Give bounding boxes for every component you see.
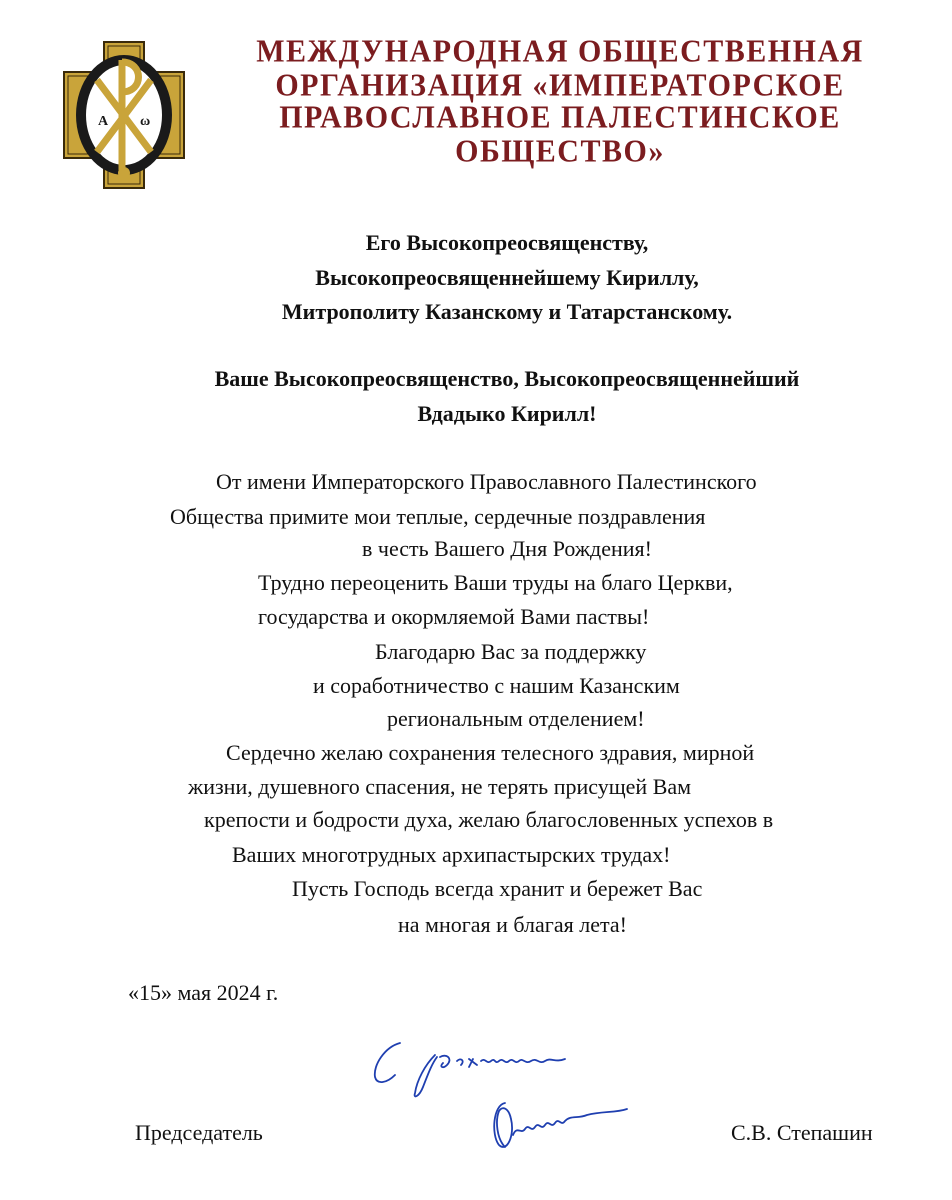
body-line: От имени Императорского Православного Палестинского — [216, 469, 757, 494]
organization-logo — [62, 40, 186, 190]
addressee-line: Митрополиту Казанскому и Татарстанскому. — [281, 299, 733, 324]
body-line: Благодарю Вас за поддержку — [375, 639, 647, 664]
body-line: Трудно переоценить Ваши труды на благо Церкви, — [258, 570, 733, 595]
org-name-line-1: МЕЖДУНАРОДНАЯ ОБЩЕСТВЕННАЯ — [256, 34, 864, 69]
body-line: региональным отделением! — [387, 706, 645, 731]
body-line: Пусть Господь всегда хранит и бережет Вас — [292, 876, 703, 901]
svg-text:Α: Α — [98, 114, 109, 129]
emblem-icon — [62, 40, 186, 190]
body-line: Общества примите мои теплые, сердечные поздравления — [170, 504, 706, 529]
body-line: и соработничество с нашим Казанским — [313, 673, 680, 698]
body-line: Ваших многотрудных архипастырских трудах! — [232, 842, 671, 867]
body-line: государства и окормляемой Вами паствы! — [258, 604, 650, 629]
body-line: Сердечно желаю сохранения телесного здравия, мирной — [226, 740, 755, 765]
salutation-line: Ваше Высокопреосвященство, Высокопреосвященнейший — [214, 366, 800, 391]
signatory-name: С.В. Степашин — [731, 1120, 873, 1145]
org-name-line-2: ОРГАНИЗАЦИЯ «ИМПЕРАТОРСКОЕ — [275, 68, 845, 103]
body-line: в честь Вашего Дня Рождения! — [362, 536, 652, 561]
addressee-line: Его Высокопреосвященству, — [365, 230, 649, 255]
signatory-position: Председатель — [135, 1120, 263, 1145]
body-line: жизни, душевного спасения, не терять присущей Вам — [188, 774, 692, 799]
handwritten-signature — [365, 1035, 655, 1165]
body-line: крепости и бодрости духа, желаю благословенных успехов в — [204, 807, 774, 832]
addressee-line: Высокопреосвященнейшему Кириллу, — [315, 265, 699, 290]
svg-text:ω: ω — [140, 114, 151, 129]
letter-date: «15» мая 2024 г. — [128, 980, 279, 1005]
body-line: на многая и благая лета! — [398, 912, 627, 937]
salutation-line: Вдадыко Кирилл! — [417, 401, 597, 426]
org-name-line-3: ПРАВОСЛАВНОЕ ПАЛЕСТИНСКОЕ ОБЩЕСТВО» — [279, 100, 841, 169]
